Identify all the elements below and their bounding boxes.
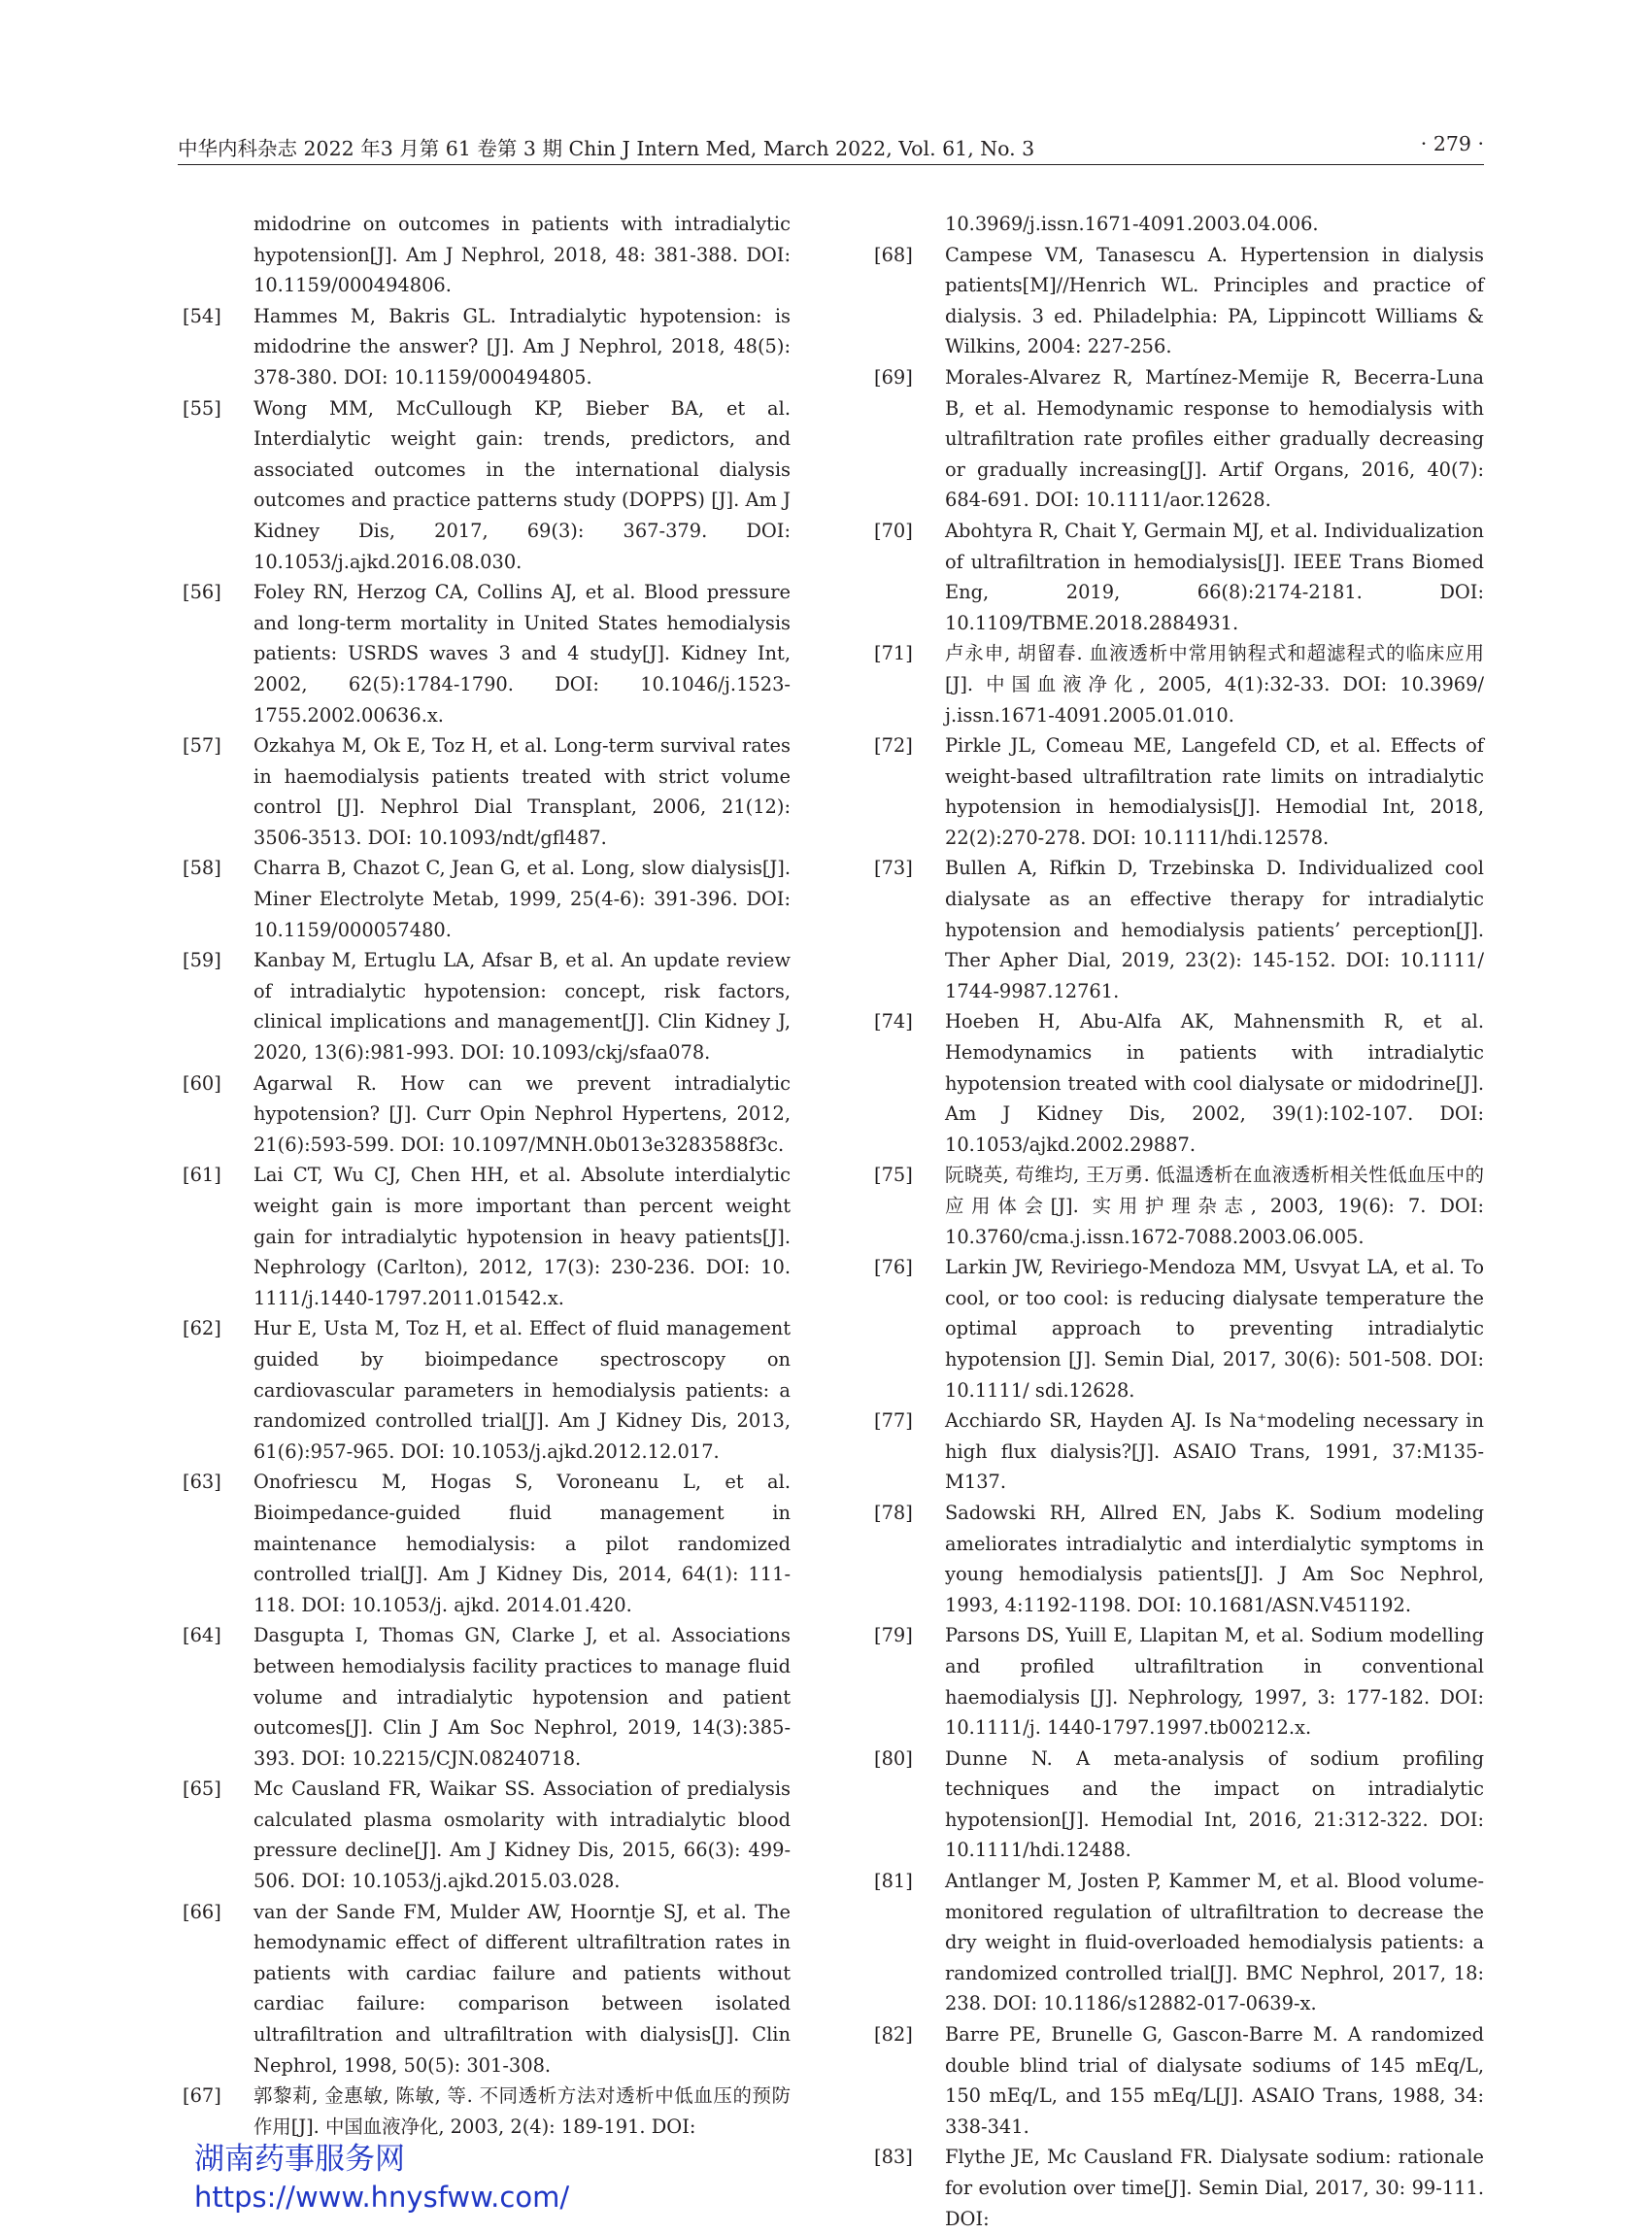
reference-entry (183, 1068, 791, 1161)
reference-number: [66] (183, 1900, 221, 1923)
reference-number: [82] (874, 2023, 913, 2047)
reference-entry (874, 1743, 1484, 1866)
reference-number: [61] (183, 1164, 221, 1187)
reference-number: [77] (874, 1409, 913, 1433)
reference-entry (874, 1866, 1484, 2019)
reference-text: Lai CT, Wu CJ, Chen HH, et al. Absolute interdialytic weight gain is more important than percent weight gain for intradialytic hypotension in heavy patients[J]. Nephrology (Carlton), 2012, 17(3): 230-236. DOI: 10. 1111/j.1440-1797.2011.01542.x. (253, 1164, 791, 1309)
reference-text: Ozkahya M, Ok E, Toz H, et al. Long-term survival rates in haemodialysis patients treated with strict volume control [J]. Nephrol Dial Transplant, 2006, 21(12): 3506-3513. DOI: 10.1093/ndt/gfl487. (253, 734, 791, 849)
right-column (874, 209, 1484, 2234)
reference-continuation: 10.3969/j.issn.1671-4091.2003.04.006. (945, 213, 1319, 235)
reference-entry (874, 240, 1484, 362)
reference-entry (874, 1620, 1484, 1743)
reference-text: Charra B, Chazot C, Jean G, et al. Long, slow dialysis[J]. Miner Electrolyte Metab, 1999, 25(4-6): 391-396. DOI: 10.1159/000057480. (253, 857, 791, 941)
reference-text: Mc Causland FR, Waikar SS. Association of predialysis calculated plasma osmolarity with intradialytic blood pressure decline[J]. Am J Kidney Dis, 2015, 66(3): 499-506. DOI: 10.1053/j.ajkd.2015.03.028. (253, 1777, 791, 1893)
reference-entry (874, 638, 1484, 730)
reference-number: [69] (874, 365, 913, 389)
reference-text: 郭黎莉, 金惠敏, 陈敏, 等. 不同透析方法对透析中低血压的预防作用[J]. 中国血液净化, 2003, 2(4): 189-191. DOI: (253, 2084, 791, 2138)
reference-text: Parsons DS, Yuill E, Llapitan M, et al. Sodium modelling and profiled ultrafiltration in conventional haemodialysis [J]. Nephrology, 1997, 3: 177-182. DOI: 10.1111/j. 1440-1797.1997.tb00212.x. (945, 1624, 1484, 1740)
reference-text: van der Sande FM, Mulder AW, Hoorntje SJ, et al. The hemodynamic effect of different ultrafiltration rates in patients with cardiac failure and patients without cardiac failure: comparison between isolated ultrafiltration and ultrafiltration with dialysis[J]. Clin Nephrol, 1998, 50(5): 301-308. (253, 1900, 791, 2077)
reference-number: [59] (183, 949, 221, 972)
reference-entry (874, 853, 1484, 1006)
reference-number: [78] (874, 1501, 913, 1524)
journal-citation: 中华内科杂志 2022 年3 月第 61 卷第 3 期 Chin J Intern Med, March 2022, Vol. 61, No. 3 (178, 137, 1035, 160)
reference-text: Antlanger M, Josten P, Kammer M, et al. Blood volume-monitored regulation of ultrafiltration to decrease the dry weight in fluid-overloaded hemodialysis patients: a randomized controlled trial[J]. BMC Nephrol, 2017, 18: 238. DOI: 10.1186/s12882-017-0639-x. (945, 1870, 1484, 2015)
reference-entry (874, 2142, 1484, 2234)
reference-entry (874, 516, 1484, 638)
reference-number: [57] (183, 734, 221, 758)
reference-text: Morales-Alvarez R, Martínez-Memije R, Becerra-Luna B, et al. Hemodynamic response to hemodialysis with ultrafiltration rate profiles either gradually decreasing or gradually increasing[J]. Artif Organs, 2016, 40(7): 684-691. DOI: 10.1111/aor.12628. (945, 365, 1484, 512)
reference-text: Campese VM, Tanasescu A. Hypertension in dialysis patients[M]//Henrich WL. Principles and practice of dialysis. 3 ed. Philadelphia: PA, Lippincott Williams & Wilkins, 2004: 227-256. (945, 243, 1484, 358)
reference-entry (874, 1498, 1484, 1620)
reference-text: Foley RN, Herzog CA, Collins AJ, et al. Blood pressure and long-term mortality in United States hemodialysis patients: USRDS waves 3 and 4 study[J]. Kidney Int, 2002, 62(5):1784-1790. DOI: 10.1046/j.1523-1755.2002.00636.x. (253, 581, 791, 727)
reference-number: [68] (874, 243, 913, 266)
reference-entry (874, 1405, 1484, 1498)
reference-text: Larkin JW, Reviriego-Mendoza MM, Usvyat LA, et al. To cool, or too cool: is reducing dialysate temperature the optimal approach to preventing intradialytic hypotension [J]. Semin Dial, 2017, 30(6): 501-508. DOI: 10.1111/ sdi.12628. (945, 1256, 1484, 1402)
reference-number: [74] (874, 1010, 913, 1033)
reference-number: [65] (183, 1777, 221, 1801)
reference-text: Kanbay M, Ertuglu LA, Afsar B, et al. An update review of intradialytic hypotension: concept, risk factors, clinical implications and management[J]. Clin Kidney J, 2020, 13(6):981-993. DOI: 10.1093/ckj/sfaa078. (253, 949, 791, 1065)
reference-number: [64] (183, 1624, 221, 1647)
header-rule (178, 164, 1484, 165)
reference-number: [70] (874, 519, 913, 542)
reference-entry (874, 1160, 1484, 1252)
reference-text: Hur E, Usta M, Toz H, et al. Effect of fluid management guided by bioimpedance spectroscopy on cardiovascular parameters in hemodialysis patients: a randomized controlled trial[J]. Am J Kidney Dis, 2013, 61(6):957-965. DOI: 10.1053/j.ajkd.2012.12.017. (253, 1317, 791, 1463)
reference-entry (874, 1006, 1484, 1160)
reference-entry (183, 945, 791, 1067)
reference-text: Agarwal R. How can we prevent intradialytic hypotension? [J]. Curr Opin Nephrol Hypertens, 2012, 21(6):593-599. DOI: 10.1097/MNH.0b013e3283588f3c. (253, 1071, 791, 1156)
reference-text: Dunne N. A meta-analysis of sodium profiling techniques and the impact on intradialytic hypotension[J]. Hemodial Int, 2016, 21:312-322. DOI: 10.1111/hdi.12488. (945, 1746, 1484, 1862)
reference-entry (183, 393, 791, 578)
reference-number: [81] (874, 1870, 913, 1893)
reference-entry (183, 853, 791, 945)
reference-text: Dasgupta I, Thomas GN, Clarke J, et al. Associations between hemodialysis facility practices to manage fluid volume and intradialytic hypotension and patient outcomes[J]. Clin J Am Soc Nephrol, 2019, 14(3):385-393. DOI: 10.2215/CJN.08240718. (253, 1624, 791, 1770)
reference-number: [55] (183, 396, 221, 420)
reference-entry (874, 362, 1484, 516)
reference-number: [62] (183, 1317, 221, 1340)
reference-number: [73] (874, 857, 913, 880)
left-column (183, 209, 791, 2142)
reference-number: [76] (874, 1256, 913, 1279)
reference-text: Onofriescu M, Hogas S, Voroneanu L, et al. Bioimpedance-guided fluid management in maintenance hemodialysis: a pilot randomized controlled trial[J]. Am J Kidney Dis, 2014, 64(1): 111-118. DOI: 10.1053/j. ajkd. 2014.01.420. (253, 1471, 791, 1616)
reference-continuation: midodrine on outcomes in patients with intradialytic hypotension[J]. Am J Nephrol, 2018, 48: 381-388. DOI: 10.1159/000494806. (253, 213, 791, 297)
reference-entry (183, 1620, 791, 1774)
reference-number: [79] (874, 1624, 913, 1647)
reference-number: [72] (874, 734, 913, 758)
watermark-site-name: 湖南药事服务网 (194, 2142, 405, 2177)
reference-number: [58] (183, 857, 221, 880)
reference-text: 卢永申, 胡留春. 血液透析中常用钠程式和超滤程式的临床应用[J]. 中国血液净化, 2005, 4(1):32-33. DOI: 10.3969/ j.issn.1671-4091.2005.01.010. (945, 642, 1484, 727)
reference-entry (183, 1897, 791, 2082)
reference-list-left (183, 301, 791, 2143)
running-header (178, 132, 1484, 161)
reference-list-right (874, 240, 1484, 2234)
reference-number: [75] (874, 1164, 913, 1187)
reference-text: Flythe JE, Mc Causland FR. Dialysate sodium: rationale for evolution over time[J]. Semin Dial, 2017, 30: 99-111. DOI: (945, 2146, 1484, 2230)
reference-entry (183, 1467, 791, 1620)
page-number: · 279 · (1420, 132, 1484, 155)
reference-text: Acchiardo SR, Hayden AJ. Is Na⁺modeling necessary in high flux dialysis?[J]. ASAIO Trans, 1991, 37:M135-M137. (945, 1409, 1484, 1494)
reference-entry (183, 730, 791, 853)
reference-text: Sadowski RH, Allred EN, Jabs K. Sodium modeling ameliorates intradialytic and interdialytic symptoms in young hemodialysis patients[J]. J Am Soc Nephrol, 1993, 4:1192-1198. DOI: 10.1681/ASN.V451192. (945, 1501, 1484, 1616)
reference-number: [83] (874, 2146, 913, 2169)
reference-text: Hoeben H, Abu-Alfa AK, Mahnensmith R, et al. Hemodynamics in patients with intradialytic hypotension treated with cool dialysate or midodrine[J]. Am J Kidney Dis, 2002, 39(1):102-107. DOI: 10.1053/ajkd.2002.29887. (945, 1010, 1484, 1156)
reference-entry (183, 1160, 791, 1313)
site-watermark (194, 2140, 569, 2216)
reference-number: [67] (183, 2084, 221, 2108)
reference-entry (874, 1252, 1484, 1405)
watermark-url[interactable]: https://www.hnysfww.com/ (194, 2181, 570, 2214)
reference-entry (183, 577, 791, 730)
reference-number: [54] (183, 304, 221, 327)
reference-text: Barre PE, Brunelle G, Gascon-Barre M. A randomized double blind trial of dialysate sodiums of 145 mEq/L, 150 mEq/L, and 155 mEq/L[J]. ASAIO Trans, 1988, 34: 338-341. (945, 2023, 1484, 2138)
reference-entry (183, 1774, 791, 1896)
reference-text: Abohtyra R, Chait Y, Germain MJ, et al. Individualization of ultrafiltration in hemodialysis[J]. IEEE Trans Biomed Eng, 2019, 66(8):2174-2181. DOI: 10.1109/TBME.2018.2884931. (945, 519, 1485, 634)
reference-text: Wong MM, McCullough KP, Bieber BA, et al. Interdialytic weight gain: trends, predictors, and associated outcomes in the international dialysis outcomes and practice patterns study (DOPPS) [J]. Am J Kidney Dis, 2017, 69(3): 367-379. DOI: 10.1053/j.ajkd.2016.08.030. (253, 396, 791, 573)
reference-text: Pirkle JL, Comeau ME, Langefeld CD, et al. Effects of weight-based ultrafiltration rate limits on intradialytic hypotension in hemodialysis[J]. Hemodial Int, 2018, 22(2):270-278. DOI: 10.1111/hdi.12578. (945, 734, 1484, 849)
reference-entry (183, 301, 791, 393)
reference-number: [71] (874, 642, 913, 665)
reference-text: 阮晓英, 苟维均, 王万勇. 低温透析在血液透析相关性低血压中的应用体会[J]. 实用护理杂志, 2003, 19(6): 7. DOI: 10.3760/cma.j.issn.1672-7088.2003.06.005. (945, 1164, 1484, 1248)
reference-entry (874, 730, 1484, 853)
reference-number: [80] (874, 1746, 913, 1770)
reference-entry (183, 2081, 791, 2142)
reference-number: [56] (183, 581, 221, 604)
reference-text: Bullen A, Rifkin D, Trzebinska D. Individualized cool dialysate as an effective therapy for intradialytic hypotension and hemodialysis patients’ perception[J]. Ther Apher Dial, 2019, 23(2): 145-152. DOI: 10.1111/ 1744-9987.12761. (945, 857, 1484, 1002)
reference-entry (874, 2019, 1484, 2142)
reference-entry (183, 1313, 791, 1467)
reference-number: [60] (183, 1071, 221, 1095)
reference-text: Hammes M, Bakris GL. Intradialytic hypotension: is midodrine the answer? [J]. Am J Nephrol, 2018, 48(5): 378-380. DOI: 10.1159/000494805. (253, 304, 791, 389)
reference-number: [63] (183, 1471, 221, 1494)
